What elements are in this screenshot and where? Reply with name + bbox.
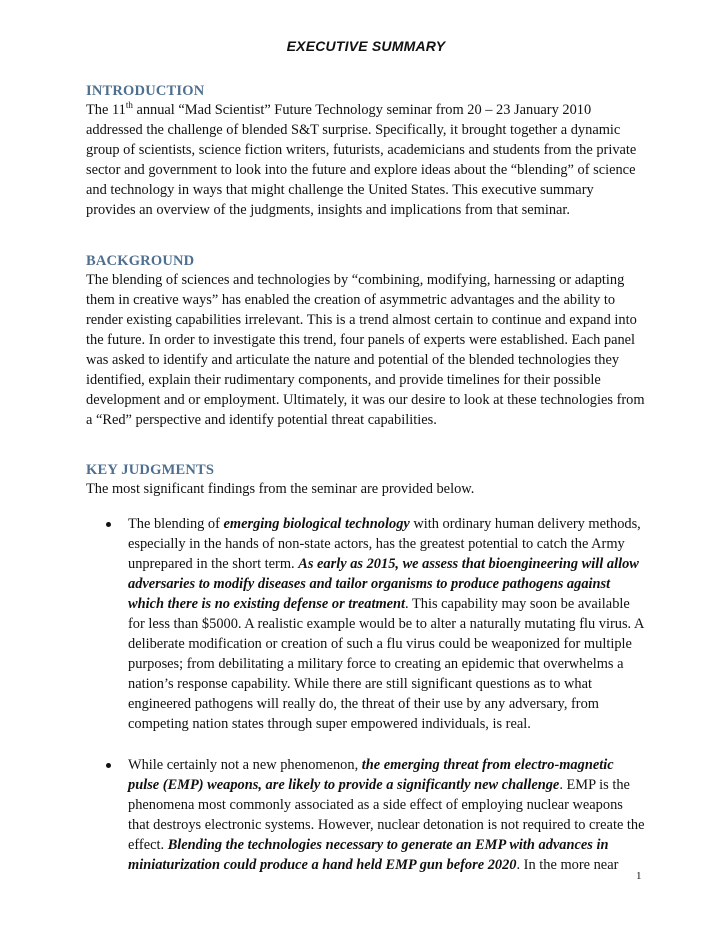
- bullet-text: While certainly not a new phenomenon,: [128, 757, 362, 773]
- introduction-paragraph: [86, 100, 646, 220]
- introduction-heading: INTRODUCTION: [86, 83, 205, 99]
- bullet-icon: [106, 763, 111, 768]
- bullet-text: . This capability may soon be available for less than $5000. A realistic example would be to alter a naturally mutating flu virus. A deliberate modification or creation of such a flu virus could be weaponized for multiple purposes; from debilitating a military force to creating an epidemic that overwhelms a nation’s response capability. While there are still significant questions as to what engineered pathogens will really do, the threat of their use by any adversary, from competing nation states through super empowered individuals, is real.: [128, 596, 644, 732]
- key-judgments-list: [86, 514, 646, 875]
- bullet-emphasis: emerging biological technology: [223, 516, 410, 532]
- introduction-text-start: The 11: [86, 102, 126, 118]
- background-heading: BACKGROUND: [86, 253, 195, 269]
- introduction-text-rest: annual “Mad Scientist” Future Technology seminar from 20 – 23 January 2010 addressed the challenge of blended S&T surprise. Specifically, it brought together a dynamic group of scientists, science fiction writers, futurists, academicians and students from the private sector and government to look into the future and explore ideas about the “blending” of science and technology in ways that might challenge the United States. This executive summary provides an overview of the judgments, insights and implications from that seminar.: [86, 102, 637, 218]
- page-number: 1: [636, 870, 642, 882]
- bullet-text: The blending of: [128, 516, 224, 532]
- key-judgments-heading: KEY JUDGMENTS: [86, 462, 215, 478]
- list-item: [86, 514, 646, 734]
- bullet-emphasis: Blending the technologies necessary to generate an EMP with advances in miniaturization could produce a hand held EMP gun before 2020: [128, 837, 609, 873]
- document-page: [86, 38, 646, 875]
- bullet-text: . EMP is the phenomena most commonly associated as a side effect of employing nuclear weapons that destroys electronic systems. However, nuclear detonation is not required to create the effect.: [128, 777, 645, 853]
- document-title: EXECUTIVE SUMMARY: [286, 38, 446, 54]
- bullet-emphasis: the emerging threat from electro-magnetic pulse (EMP) weapons, are likely to provide a significantly new challenge: [128, 757, 614, 793]
- ordinal-superscript: th: [125, 100, 133, 111]
- list-item: [86, 755, 646, 875]
- bullet-text: with ordinary human delivery methods, especially in the hands of non-state actors, has the greatest potential to catch the Army unprepared in the short term.: [128, 516, 641, 572]
- bullet-icon: [106, 522, 111, 527]
- key-judgments-intro: The most significant findings from the seminar are provided below.: [86, 481, 475, 497]
- bullet-text: . In the more near: [516, 857, 619, 873]
- bullet-emphasis: As early as 2015, we assess that bioengineering will allow adversaries to modify diseases and tailor organisms to produce pathogens against which there is no existing defense or treatment: [128, 556, 639, 612]
- background-paragraph: The blending of sciences and technologies by “combining, modifying, harnessing or adapting them in creative ways” has enabled the creation of asymmetric advantages and the ability to render existing capabilities irrelevant. This is a trend almost certain to continue and expand into the future. In order to investigate this trend, four panels of experts were established. Each panel was asked to identify and articulate the nature and potential of the blended technologies they identified, explain their rudimentary components, and provide timelines for their possible development and or employment. Ultimately, it was our desire to look at these technologies from a “Red” perspective and identify potential threat capabilities.: [86, 272, 645, 428]
